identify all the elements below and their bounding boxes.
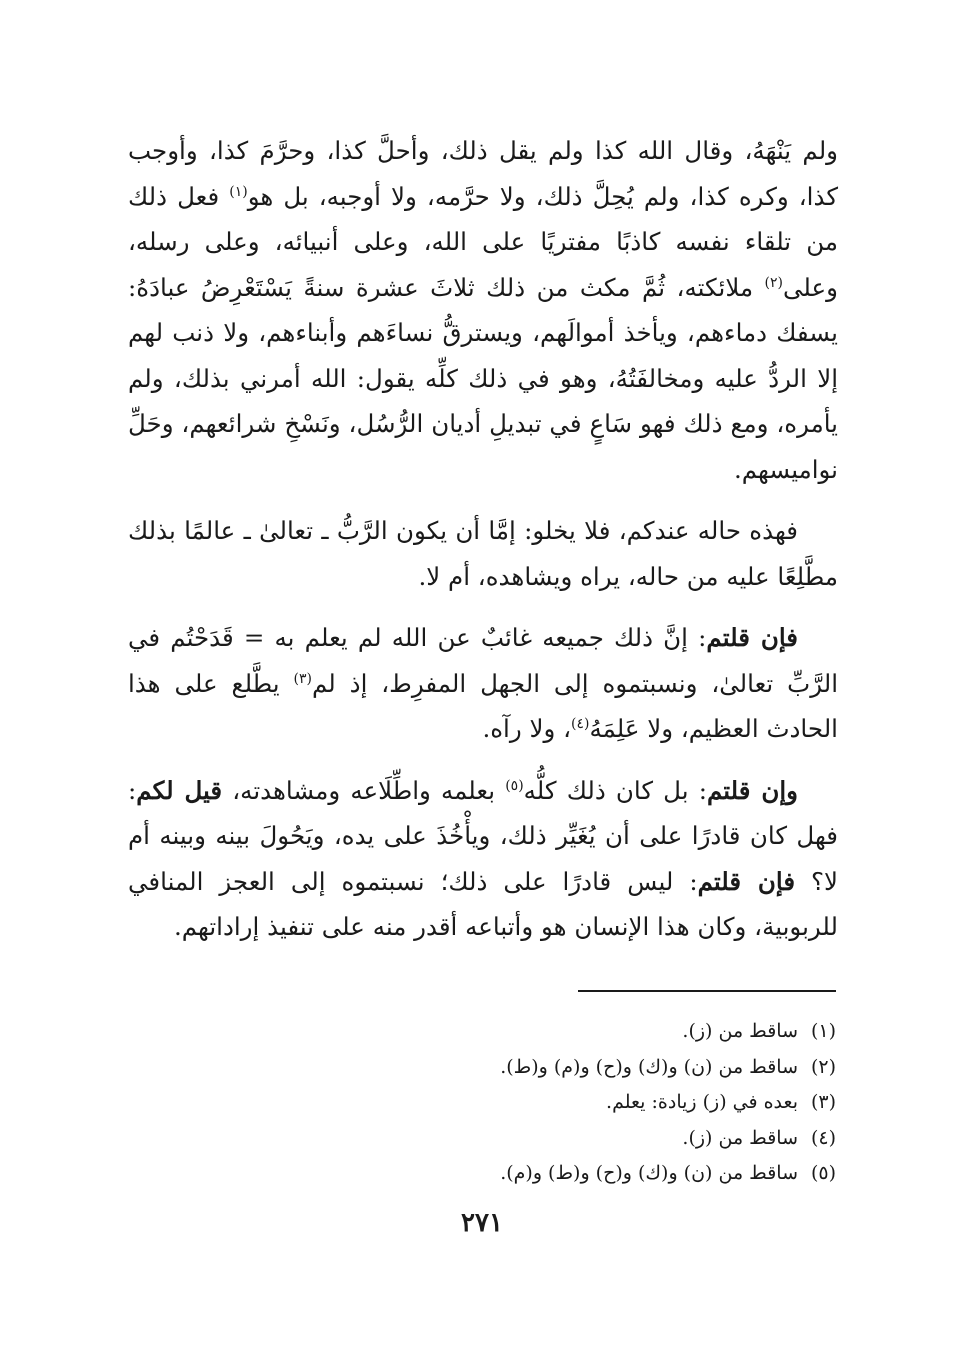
footnote-text: ساقط من (ز). [682, 1126, 798, 1149]
footnote-ref-4: (٤) [571, 715, 590, 732]
footnote-ref-2: (٢) [764, 274, 784, 291]
footnote-item [376, 1085, 836, 1121]
paragraph-4-text-3: : فهل كان قادرًا على أن يُغَيِّر ذلك، ويأْخُذَ على يده، ويَحُولَ بينه وبينه أم لا؟ [128, 775, 838, 896]
paragraph-4-text-4: : ليس قادرًا على ذلك؛ نسبتموه إلى العجز المنافي للربوبية، وكان هذا الإنسان هو وأتباعه أقدر منه على تنفيذ إراداتهم. [128, 866, 838, 941]
paragraph-4-text-2: بعلمه واطِّلَاعه ومشاهدته، [222, 775, 506, 805]
paragraph-4-bold-3: فإن قلتم [697, 866, 796, 896]
paragraph-3-text-1: : إنَّ ذلك جميعه غائبٌ عن الله لم يعلم به = قَدَحْتُم في الرَّبِّ تعالىٰ، ونسبتموه إلى الجهل المفرِط، إذ لم [128, 623, 839, 698]
footnote-number: (٥) [810, 1162, 836, 1184]
paragraph-4-text-1: : بل كان ذلك كلُّه [523, 775, 707, 805]
footnote-number: (٤) [810, 1126, 836, 1149]
paragraph-2-text: فهذه حاله عندكم، فلا يخلو: إمَّا أن يكون الرَّبُّ ـ تعالىٰ ـ عالمًا بذلك مطَّلِعًا عليه من حاله، يراه ويشاهده، أم لا. [128, 516, 838, 591]
footnote-item [376, 1156, 836, 1192]
paragraph-1-text-2: فعل ذلك من تلقاء نفسه كاذبًا مفتريًا على الله، وعلى أنبيائه، وعلى رسله، وعلى [128, 181, 838, 302]
footnote-number: (١) [810, 1020, 836, 1042]
footnotes-list [376, 1014, 836, 1192]
paragraph-1 [128, 128, 838, 492]
footnote-number: (٣) [810, 1091, 836, 1113]
paragraph-3-text-3: ، ولا رآه. [482, 714, 571, 743]
page-body [128, 128, 838, 950]
paragraph-4-lead: وإن قلتم [706, 775, 798, 805]
paragraph-1-text-1: ولم يَنْهَهُ، وقال الله كذا ولم يقل ذلك، وأحلَّ كذا، وحرَّمَ كذا، وأوجب كذا، وكره كذا، ولم يُحِلَّ ذلك، ولا حرَّمه، ولا أوجبه، بل هو [128, 136, 838, 211]
footnote-ref-3: (٣) [293, 670, 312, 687]
paragraph-3 [128, 615, 838, 752]
footnote-text: ساقط من (ز). [682, 1020, 798, 1042]
footnote-item [376, 1050, 836, 1086]
footnote-ref-1: (١) [229, 183, 248, 200]
paragraph-4 [128, 768, 838, 950]
footnote-number: (٢) [810, 1055, 836, 1078]
paragraph-1-text-3: ملائكته، ثُمَّ مكث من ذلك ثلاثَ عشرة سنةً يَسْتَعْرِضُ عبادَهُ: يسفك دماءهم، ويأخذ أموالَهم، ويسترقُّ نساءَهم وأبناءهم، ولا ذنب لهم إلا الردُّ عليه ومخالفَتُهُ، وهو في ذلك كلِّه يقول: الله أمرني بذلك، ولم يأمره، ومع ذلك فهو سَاعٍ في تبديلِ أديان الرُّسُل، ونَسْخِ شرائعهم، وحَلِّ نواميسهم. [128, 272, 838, 484]
footnote-item [376, 1014, 836, 1050]
page-number: ٢٧١ [461, 1208, 503, 1238]
paragraph-4-bold-2: قيل لكم [136, 775, 223, 805]
footnote-text: ساقط من (ن) و(ك) و(ح) و(ط) و(م). [500, 1162, 798, 1184]
footnote-divider [578, 990, 836, 992]
paragraph-2 [128, 508, 838, 599]
footnote-item [376, 1121, 836, 1157]
footnote-ref-5: (٥) [505, 777, 524, 794]
footnote-text: ساقط من (ن) و(ك) و(ح) و(م) و(ط). [500, 1055, 798, 1078]
footnote-text: بعده في (ز) زيادة: يعلم. [606, 1091, 798, 1113]
paragraph-3-text-2: يطَّلع على هذا الحادث العظيم، ولا عَلِمَهُ [128, 668, 838, 743]
paragraph-3-lead: فإن قلتم [706, 623, 798, 652]
